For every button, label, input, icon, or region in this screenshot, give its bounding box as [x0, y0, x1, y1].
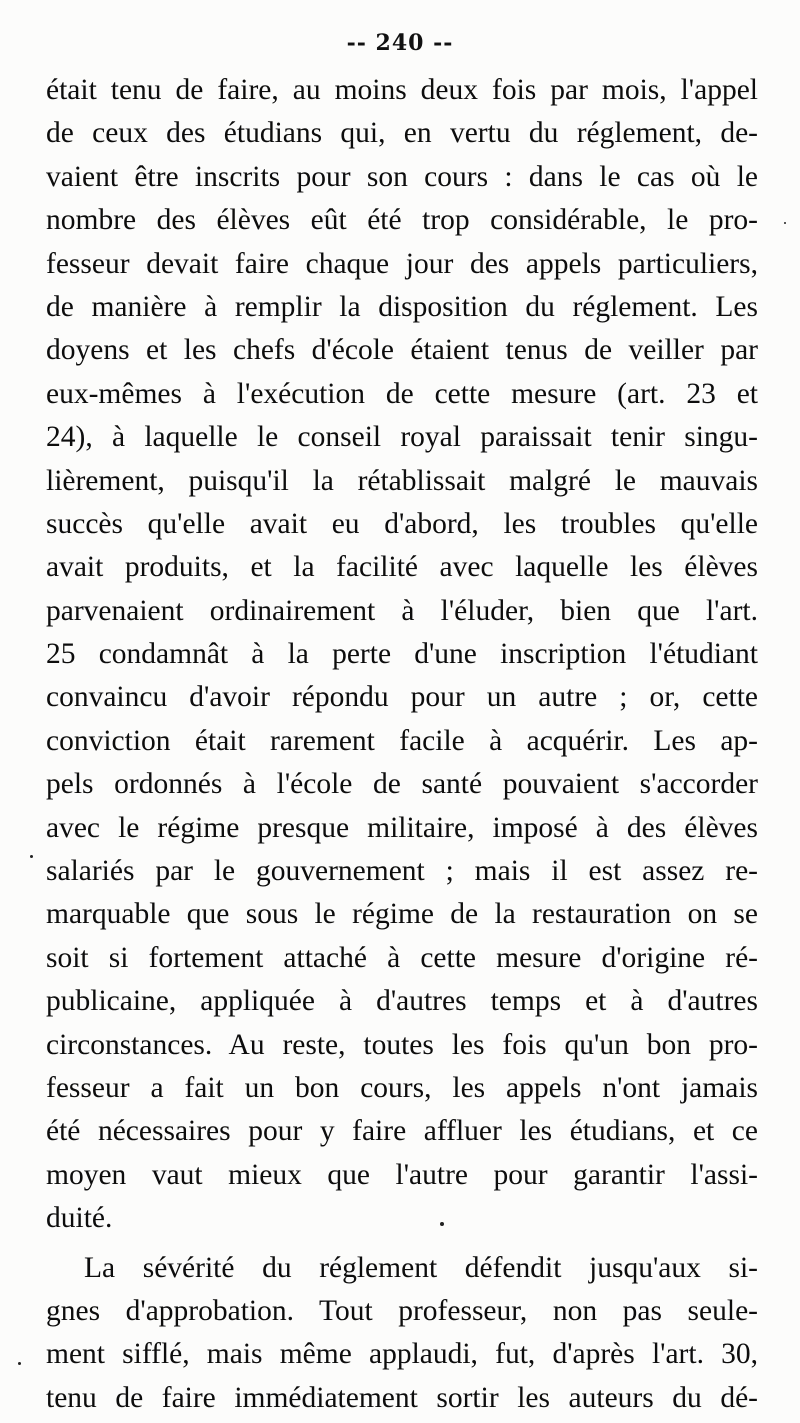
text-line: lièrement, puisqu'il la rétablissait malgré le mauvais — [46, 464, 758, 497]
text-line: La sévérité du réglement défendit jusqu'aux si- — [84, 1251, 758, 1284]
text-line: fesseur a fait un bon cours, les appels n'ont jamais — [46, 1071, 758, 1104]
text-line: doyens et les chefs d'école étaient tenus de veiller par — [46, 334, 758, 367]
text-line: publicaine, appliquée à d'autres temps et à d'autres — [46, 985, 758, 1018]
text-line: 25 condamnât à la perte d'une inscription l'étudiant — [46, 638, 758, 671]
text-line: de manière à remplir la disposition du réglement. Les — [46, 290, 758, 323]
text-line: été nécessaires pour y faire affluer les étudians, et ce — [46, 1115, 758, 1148]
text-line: fesseur devait faire chaque jour des appels particuliers, — [46, 247, 758, 280]
text-line: nombre des élèves eût été trop considérable, le pro- — [46, 204, 758, 237]
text-line: salariés par le gouvernement ; mais il est assez re- — [46, 855, 758, 888]
ink-speck — [784, 222, 786, 224]
text-line: parvenaient ordinairement à l'éluder, bien que l'art. — [46, 594, 758, 627]
text-line: conviction était rarement facile à acquérir. Les ap- — [46, 724, 758, 757]
text-line: de ceux des étudians qui, en vertu du réglement, de- — [46, 117, 758, 150]
text-line: était tenu de faire, au moins deux fois par mois, l'appel — [46, 74, 758, 106]
paragraph — [46, 69, 758, 1241]
text-line: vaient être inscrits pour son cours : dans le cas où le — [46, 160, 758, 193]
paragraph — [46, 1247, 758, 1421]
text-line: soit si fortement attaché à cette mesure d'origine ré- — [46, 941, 758, 974]
text-line: avait produits, et la facilité avec laquelle les élèves — [46, 551, 758, 584]
text-line: duité. — [46, 1202, 113, 1235]
text-line: marquable que sous le régime de la restauration on se — [46, 898, 758, 931]
text-line: avec le régime presque militaire, imposé à des élèves — [46, 811, 758, 844]
text-line: ment sifflé, mais même applaudi, fut, d'après l'art. 30, — [46, 1338, 758, 1371]
text-line: moyen vaut mieux que l'autre pour garantir l'assi- — [46, 1158, 758, 1191]
body-text — [46, 69, 758, 1420]
text-line: eux-mêmes à l'exécution de cette mesure (art. 23 et — [46, 377, 758, 410]
ink-speck — [30, 855, 33, 858]
text-line: gnes d'approbation. Tout professeur, non pas seule- — [46, 1294, 758, 1327]
text-line: pels ordonnés à l'école de santé pouvaient s'accorder — [46, 768, 758, 801]
text-line: circonstances. Au reste, toutes les fois qu'un bon pro- — [46, 1028, 758, 1061]
text-line: 24), à laquelle le conseil royal paraissait tenir singu- — [46, 421, 758, 454]
ink-speck — [18, 1362, 21, 1365]
page-number: -- 240 -- — [346, 30, 454, 56]
text-line: convaincu d'avoir répondu pour un autre ; or, cette — [46, 681, 758, 714]
text-line: succès qu'elle avait eu d'abord, les troubles qu'elle — [46, 507, 758, 540]
ink-speck — [440, 1222, 444, 1226]
text-line: tenu de faire immédiatement sortir les auteurs du dé- — [46, 1381, 758, 1414]
